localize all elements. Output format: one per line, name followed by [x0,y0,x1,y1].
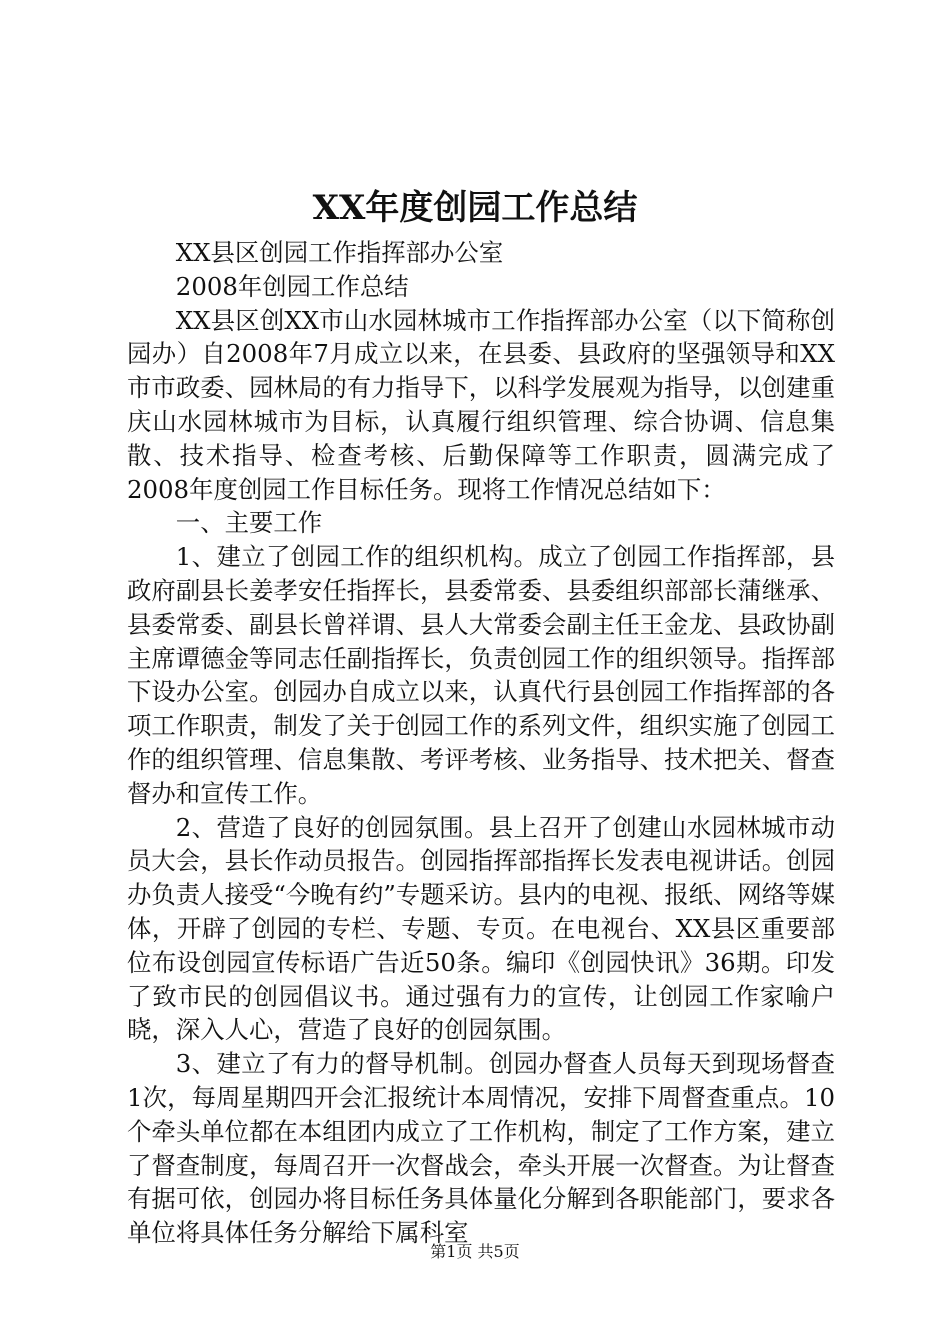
paragraph-item-3: 3、建立了有力的督导机制。创园办督查人员每天到现场督查1次，每周星期四开会汇报统计本周情况，安排下周督查重点。10个牵头单位都在本组团内成立了工作机构，制定了工作方案，建立了督查制度，每周召开一次督战会，牵头开展一次督查。为让督查有据可依，创园办将目标任务具体量化分解到各职能部门，要求各单位将具体任务分解给下属科室 [127,1049,835,1248]
document-body [127,236,835,1250]
paragraph-item-1: 1、建立了创园工作的组织机构。成立了创园工作指挥部，县政府副县长姜孝安任指挥长，县委常委、县委组织部部长蒲继承、县委常委、副县长曾祥谓、县人大常委会副主任王金龙、县政协副主席谭德金等同志任副指挥长，负责创园工作的组织领导。指挥部下设办公室。创园办自成立以来，认真代行县创园工作指挥部的各项工作职责，制发了关于创园工作的系列文件，组织实施了创园工作的组织管理、信息集散、考评考核、业务指导、技术把关、督查督办和宣传工作。 [127,542,835,808]
paragraph-subtitle: 2008年创园工作总结 [175,271,409,301]
paragraph-intro: XX县区创XX市山水园林城市工作指挥部办公室（以下简称创园办）自2008年7月成立以来，在县委、县政府的坚强领导和XX市市政委、园林局的有力指导下，以科学发展观为指导，以创建重庆山水园林城市为目标，认真履行组织管理、综合协调、信息集散、技术指导、检查考核、后勤保障等工作职责，圆满完成了2008年度创园工作目标任务。现将工作情况总结如下： [127,305,835,504]
document-title: XX年度创园工作总结 [312,188,638,228]
page-footer: 第1页 共5页 [430,1242,520,1261]
paragraph-item-2: 2、营造了良好的创园氛围。县上召开了创建山水园林城市动员大会，县长作动员报告。创园指挥部指挥长发表电视讲话。创园办负责人接受“今晚有约”专题采访。县内的电视、报纸、网络等媒体，开辟了创园的专栏、专题、专页。在电视台、XX县区重要部位布设创园宣传标语广告近50条。编印《创园快讯》36期。印发了致市民的创园倡议书。通过强有力的宣传，让创园工作家喻户晓，深入人心，营造了良好的创园氛围。 [127,812,835,1045]
paragraph-office-name: XX县区创园工作指挥部办公室 [175,238,504,267]
section-heading-main-work: 一、主要工作 [175,508,323,538]
